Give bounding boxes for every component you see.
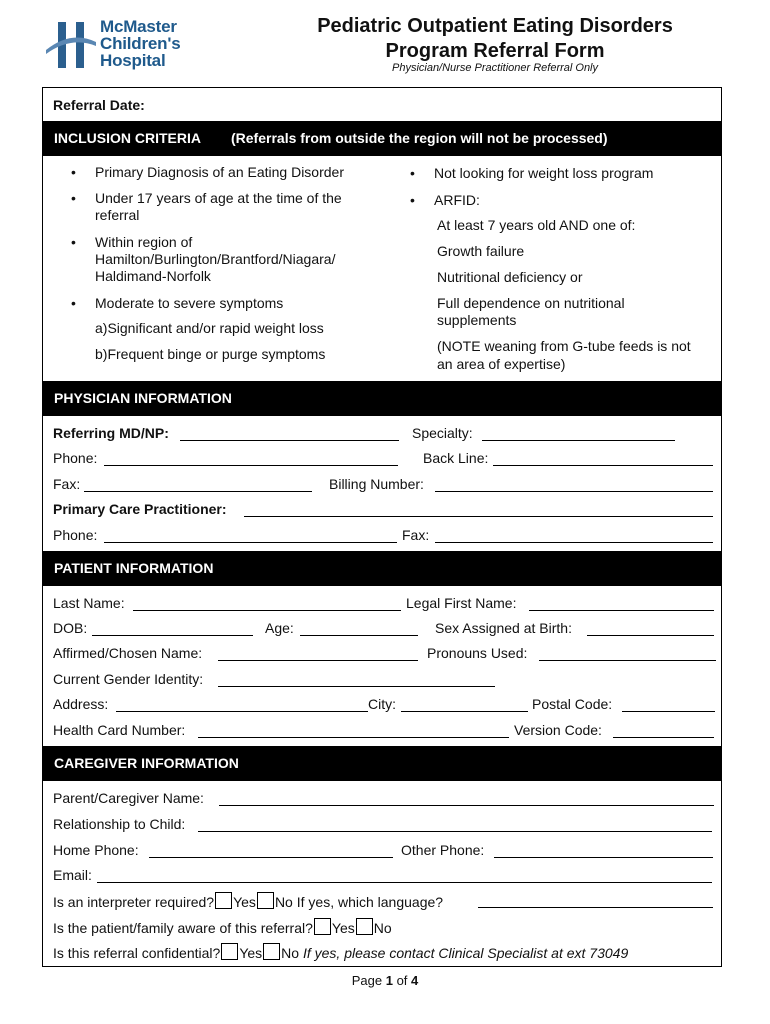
logo-line-2: Children's: [100, 34, 181, 53]
pcp-fax-field[interactable]: [435, 542, 713, 543]
email-field[interactable]: [97, 882, 712, 883]
physician-info-bar: [43, 381, 721, 416]
confidential-row: [53, 943, 628, 962]
logo-text: [100, 18, 180, 69]
page-word: Page: [351, 973, 383, 988]
last-name-field[interactable]: [133, 610, 401, 611]
postal-code-label: Postal Code:: [532, 696, 613, 712]
affirmed-name-label: Affirmed/Chosen Name:: [53, 645, 203, 661]
pcp-phone-label: Phone:: [53, 527, 98, 543]
criteria-symptoms: • Moderate to severe symptoms: [95, 295, 283, 312]
criteria-weight-loss: a)Significant and/or rapid weight loss: [95, 320, 324, 336]
sex-label: Sex Assigned at Birth:: [435, 620, 572, 636]
address-field[interactable]: [116, 711, 368, 712]
logo-mark-icon: [46, 20, 96, 70]
pronouns-label: Pronouns Used:: [427, 645, 528, 661]
billing-number-label: Billing Number:: [329, 476, 424, 492]
arfid-age: At least 7 years old AND one of:: [437, 217, 636, 233]
version-code-field[interactable]: [613, 737, 714, 738]
arfid-note-cont: an area of expertise): [437, 356, 566, 372]
criteria-primary-diagnosis: • Primary Diagnosis of an Eating Disorder: [95, 164, 344, 181]
home-phone-field[interactable]: [149, 857, 393, 858]
aware-no-checkbox[interactable]: [356, 918, 373, 935]
caregiver-info-bar: [43, 746, 721, 781]
other-phone-field[interactable]: [494, 857, 713, 858]
arfid-dependence: Full dependence on nutritional: [437, 295, 625, 311]
interpreter-row: [53, 892, 443, 911]
legal-first-name-field[interactable]: [529, 610, 714, 611]
caregiver-name-label: Parent/Caregiver Name:: [53, 790, 204, 806]
back-line-label: Back Line:: [423, 450, 489, 466]
gender-identity-field[interactable]: [218, 686, 495, 687]
physician-phone-field[interactable]: [104, 465, 398, 466]
criteria-not-weight-loss: • Not looking for weight loss program: [434, 165, 653, 182]
arfid-dependence-cont: supplements: [437, 312, 517, 328]
form-title-line1: Pediatric Outpatient Eating Disorders: [317, 15, 673, 37]
interpreter-language-field[interactable]: [478, 907, 713, 908]
inclusion-criteria-bar: [43, 121, 721, 156]
city-field[interactable]: [401, 711, 528, 712]
billing-number-field[interactable]: [435, 491, 713, 492]
version-code-label: Version Code:: [514, 722, 602, 738]
inclusion-heading: INCLUSION CRITERIA: [54, 130, 201, 146]
confidential-no-label: No: [281, 945, 300, 961]
back-line-field[interactable]: [493, 465, 713, 466]
other-phone-label: Other Phone:: [401, 842, 485, 858]
page-number: [0, 973, 770, 988]
aware-yes-checkbox[interactable]: [314, 918, 331, 935]
postal-code-field[interactable]: [622, 711, 715, 712]
criteria-arfid: • ARFID:: [434, 192, 480, 209]
arfid-note: (NOTE weaning from G-tube feeds is not: [437, 338, 691, 354]
relationship-field[interactable]: [198, 831, 712, 832]
interpreter-question: Is an interpreter required?: [53, 894, 215, 910]
aware-no-label: No: [373, 920, 392, 936]
form-title-line2: Program Referral Form: [385, 40, 605, 62]
patient-info-bar: [43, 551, 721, 586]
caregiver-name-field[interactable]: [219, 805, 714, 806]
criteria-binge-purge: b)Frequent binge or purge symptoms: [95, 346, 326, 362]
physician-heading: PHYSICIAN INFORMATION: [54, 390, 232, 406]
confidential-no-checkbox[interactable]: [263, 943, 280, 960]
aware-question: Is the patient/family aware of this referral?: [53, 920, 313, 936]
caregiver-heading: CAREGIVER INFORMATION: [54, 755, 239, 771]
pronouns-field[interactable]: [539, 660, 716, 661]
email-label: Email:: [53, 867, 92, 883]
hospital-logo: [46, 18, 186, 74]
physician-fax-label: Fax:: [53, 476, 81, 492]
physician-phone-label: Phone:: [53, 450, 98, 466]
criteria-age: • Under 17 years of age at the time of the: [95, 190, 342, 207]
referring-md-field[interactable]: [180, 440, 399, 441]
affirmed-name-field[interactable]: [218, 660, 418, 661]
interpreter-yes-label: Yes: [233, 894, 256, 910]
health-card-field[interactable]: [198, 737, 509, 738]
pcp-field[interactable]: [244, 516, 713, 517]
pcp-phone-field[interactable]: [104, 542, 397, 543]
interpreter-no-checkbox[interactable]: [257, 892, 274, 909]
specialty-field[interactable]: [482, 440, 675, 441]
aware-yes-label: Yes: [331, 920, 355, 936]
page-total: 4: [411, 973, 419, 988]
patient-heading: PATIENT INFORMATION: [54, 560, 214, 576]
arfid-growth: Growth failure: [437, 243, 525, 259]
legal-first-name-label: Legal First Name:: [406, 595, 517, 611]
physician-fax-field[interactable]: [84, 491, 312, 492]
interpreter-no-label: No: [274, 894, 293, 910]
dob-field[interactable]: [92, 635, 253, 636]
age-field[interactable]: [300, 635, 418, 636]
health-card-label: Health Card Number:: [53, 722, 186, 738]
last-name-label: Last Name:: [53, 595, 125, 611]
inclusion-subheading: (Referrals from outside the region will not be processed): [231, 130, 608, 146]
arfid-nutrition: Nutritional deficiency or: [437, 269, 583, 285]
referral-date-label: Referral Date:: [53, 97, 145, 113]
confidential-yes-checkbox[interactable]: [221, 943, 238, 960]
specialty-label: Specialty:: [412, 425, 473, 441]
criteria-region-cont1: Hamilton/Burlington/Brantford/Niagara/: [95, 251, 336, 267]
criteria-age-cont: referral: [95, 207, 140, 223]
confidential-note: If yes, please contact Clinical Specialist at ext 73049: [302, 945, 629, 961]
interpreter-language-label: If yes, which language?: [296, 894, 444, 910]
aware-row: [53, 918, 392, 937]
address-label: Address:: [53, 696, 109, 712]
city-label: City:: [368, 696, 396, 712]
relationship-label: Relationship to Child:: [53, 816, 186, 832]
logo-line-3: Hospital: [100, 51, 166, 70]
home-phone-label: Home Phone:: [53, 842, 139, 858]
pcp-fax-label: Fax:: [402, 527, 430, 543]
page-of: of: [396, 973, 408, 988]
gender-identity-label: Current Gender Identity:: [53, 671, 204, 687]
criteria-region-cont2: Haldimand-Norfolk: [95, 268, 211, 284]
age-label: Age:: [265, 620, 294, 636]
logo-line-1: McMaster: [100, 17, 177, 36]
confidential-question: Is this referral confidential?: [53, 945, 221, 961]
criteria-region: • Within region of: [95, 234, 192, 251]
interpreter-yes-checkbox[interactable]: [215, 892, 232, 909]
page-current: 1: [385, 973, 393, 988]
dob-label: DOB:: [53, 620, 88, 636]
pcp-label: Primary Care Practitioner:: [53, 501, 227, 517]
referring-md-label: Referring MD/NP:: [53, 425, 169, 441]
confidential-yes-label: Yes: [239, 945, 263, 961]
form-subtitle: Physician/Nurse Practitioner Referral Only: [391, 62, 599, 74]
sex-field[interactable]: [587, 635, 714, 636]
